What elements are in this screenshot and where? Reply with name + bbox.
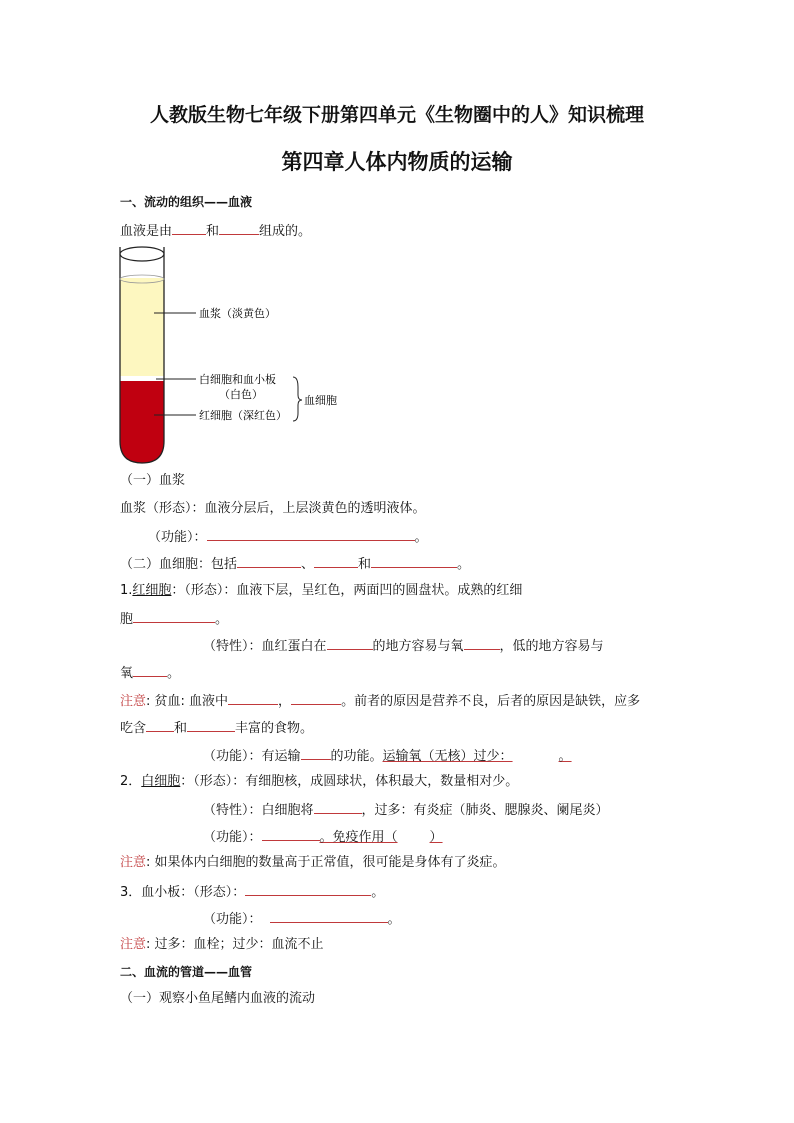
- blank-2: [219, 221, 259, 235]
- text: 丰富的食物。: [235, 721, 314, 736]
- text: ：（形态）：有细胞核，成圆球状，体积最大，数量相对少。: [180, 774, 519, 789]
- chapter-title: 第四章人体内物质的运输: [281, 150, 513, 174]
- text: （二）血细胞：包括: [120, 557, 238, 572]
- rbc-morphology-line: [120, 582, 522, 600]
- text: 和: [358, 557, 372, 572]
- wbc-color-label: （白色）: [219, 388, 263, 401]
- text: 组成的。: [259, 224, 312, 239]
- blank-transport: [301, 746, 331, 760]
- rbc-note-line: [120, 691, 640, 711]
- text: : 如果体内白细胞的数量高于正常值，很可能是身体有了炎症。: [146, 855, 506, 870]
- text: 。免疫作用（: [319, 830, 398, 845]
- text: 、: [301, 557, 315, 572]
- text: 。: [167, 666, 181, 681]
- blank-anemia-1: [228, 691, 278, 705]
- blank-platelet-function: [270, 909, 388, 923]
- rbc-trait-line: [203, 636, 604, 656]
- wbc-trait-line: [203, 800, 609, 820]
- rbc-trait-line-2: [120, 663, 180, 683]
- note-label: 注意: [120, 694, 147, 709]
- platelet-morphology-line: [120, 882, 384, 902]
- tube-rim: [120, 247, 164, 261]
- rbc-function-note: [383, 749, 582, 764]
- wbc-name: 白细胞: [141, 774, 181, 789]
- text: （功能）：: [203, 830, 262, 845]
- platelet-note-line: [120, 936, 324, 954]
- rbc-label: 红细胞（深红色）: [199, 409, 287, 422]
- text: ，: [278, 694, 292, 709]
- rbc-note-line-2: [120, 718, 313, 738]
- blank-1: [172, 221, 206, 235]
- note-label: 注意: [120, 855, 147, 870]
- wbc-note-line: [120, 854, 506, 872]
- wbc-immunity-note: [320, 830, 443, 845]
- text: ）: [429, 830, 443, 845]
- blank-plasma-function: [207, 527, 415, 541]
- blood-cells-line: [120, 554, 470, 574]
- section-1-heading: 一、流动的组织——血液: [120, 195, 253, 209]
- text: 胞: [120, 612, 134, 627]
- text: 。: [215, 612, 229, 627]
- section-2-subheading: （一）观察小鱼尾鳍内血液的流动: [120, 991, 316, 1006]
- text: （特性）：血红蛋白在: [203, 639, 327, 654]
- text: 。: [457, 557, 471, 572]
- blank-food-2: [187, 718, 235, 732]
- blank-oxygen-high: [327, 636, 373, 650]
- blood-cells-label: 血细胞: [304, 394, 337, 407]
- blank-platelet-morph: [245, 882, 371, 896]
- text: ：（形态）：血液下层，呈红色，两面凹的圆盘状。成熟的红细: [171, 583, 523, 598]
- blood-test-tube-diagram: [110, 245, 350, 465]
- blank-wbc-trait: [314, 800, 362, 814]
- text: 的地方容易与氧: [372, 639, 464, 654]
- blank-cell-3: [371, 554, 457, 568]
- document-title: 人教版生物七年级下册第四单元《生物圈中的人》知识梳理: [149, 104, 644, 126]
- text: （特性）：白细胞将: [203, 803, 314, 818]
- blank-rbc-mature: [133, 609, 215, 623]
- blank-combine: [464, 636, 500, 650]
- blood-composition-line: [120, 221, 311, 241]
- text: : 贫血: 血液中: [146, 694, 229, 709]
- blank-cell-1: [237, 554, 301, 568]
- wbc-label: 白细胞和血小板: [199, 373, 276, 386]
- platelet-function-line: [203, 909, 401, 929]
- blank-food-1: [146, 718, 174, 732]
- text: 血液是由: [120, 224, 173, 239]
- text: （功能）：有运输: [203, 749, 301, 764]
- text: （功能）：: [148, 530, 207, 545]
- blank-wbc-function: [262, 827, 320, 841]
- rbc-layer: [120, 381, 164, 463]
- plasma-function-line: [148, 527, 428, 547]
- text: ，低的地方容易与: [499, 639, 604, 654]
- note-label: 注意: [120, 937, 147, 952]
- plasma-morphology: 血浆（形态）：血液分层后，上层淡黄色的透明液体。: [120, 501, 426, 516]
- text: 氧: [120, 666, 134, 681]
- text: ，过多：有炎症（肺炎、腮腺炎、阑尾炎）: [361, 803, 609, 818]
- text: 。: [387, 912, 401, 927]
- blank-anemia-2: [291, 691, 341, 705]
- plasma-heading: （一）血浆: [120, 473, 186, 488]
- text: 。: [414, 530, 428, 545]
- text: 运输氧（无核）过少：: [382, 749, 513, 764]
- text: 。: [558, 749, 572, 764]
- blank-cell-2: [314, 554, 358, 568]
- text: 吃含: [120, 721, 147, 736]
- rbc-morphology-line-2: [120, 609, 228, 629]
- wbc-function-line: [203, 827, 443, 847]
- text: （功能）：: [203, 912, 262, 927]
- wbc-morphology-line: [120, 773, 518, 791]
- text: 。: [371, 885, 385, 900]
- blood-cells-brace: [293, 377, 302, 421]
- text: : 过多：血栓；过少：血流不止: [146, 937, 324, 952]
- text: 。前者的原因是营养不良，后者的原因是缺铁，应多: [341, 694, 641, 709]
- text: 和: [174, 721, 188, 736]
- blank-separate: [133, 663, 167, 677]
- text: 2．: [120, 774, 142, 789]
- text: 1.: [120, 583, 133, 598]
- text: 的功能。: [330, 749, 383, 764]
- plasma-label: 血浆（淡黄色）: [199, 307, 276, 320]
- section-2-heading: 二、血流的管道——血管: [120, 965, 253, 979]
- text: 3．血小板：（形态）：: [120, 885, 246, 900]
- text: 和: [206, 224, 220, 239]
- rbc-name: 红细胞: [132, 583, 172, 598]
- rbc-function-line: [203, 746, 582, 766]
- plasma-layer: [120, 278, 164, 378]
